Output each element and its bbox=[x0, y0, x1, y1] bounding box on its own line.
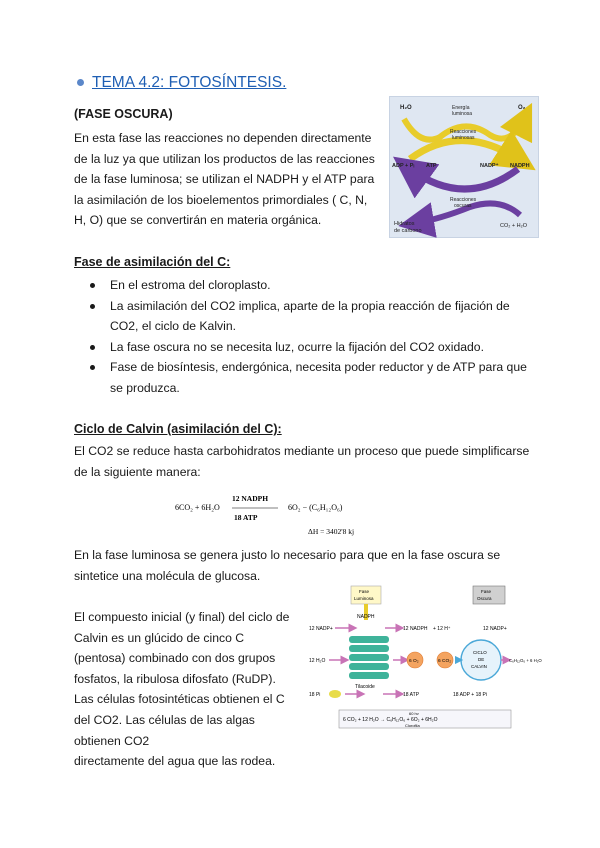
o2-label: 6 O₂ bbox=[409, 659, 419, 664]
equation-bottom: 18 ATP bbox=[234, 513, 258, 522]
ciclo-label: CICLO bbox=[473, 650, 487, 655]
nadph-top-label: NADPH bbox=[357, 614, 375, 620]
paragraph-line: del CO2. Las células de las algas bbox=[74, 712, 255, 727]
paragraph-line: Las células fotosintéticas obtienen el C bbox=[74, 692, 285, 707]
hidratos-label: de carbono bbox=[394, 228, 422, 234]
co2-h2o-label: CO₂ + H₂O bbox=[500, 223, 528, 229]
fase-oscura-label: Oscura bbox=[477, 596, 492, 601]
bullet-dot bbox=[90, 365, 95, 370]
list-item-text: La fase oscura no se necesita luz, ocurre la fijación del CO2 oxidado. bbox=[110, 339, 484, 354]
paragraph-line: de la fase luminosa; se utilizan el NADPH y el ATP para bbox=[74, 172, 375, 187]
equation-svg bbox=[170, 492, 380, 542]
paragraph-line: sintetice una molécula de glucosa. bbox=[74, 568, 261, 583]
list-item-text: se produzca. bbox=[110, 380, 180, 395]
calvin-diagram-svg bbox=[305, 584, 542, 734]
asimilacion-heading: Fase de asimilación del C: bbox=[74, 255, 231, 269]
ciclo-label: CALVIN bbox=[471, 664, 487, 669]
nadph-mid-label: 12 NADPH bbox=[403, 626, 428, 632]
nadp-left-label: 12 NADP+ bbox=[309, 626, 333, 632]
equation-top: 12 NADPH bbox=[232, 494, 269, 503]
bullet-dot bbox=[90, 283, 95, 288]
o2-label: O₂ bbox=[518, 105, 526, 111]
reacciones-oscuras-label: oscuras bbox=[454, 203, 472, 209]
list-item bbox=[110, 296, 530, 337]
h-plus-label: + 12 H⁺ bbox=[433, 626, 451, 632]
nadp-label: NADP⁺ bbox=[480, 163, 499, 169]
thylakoid-stack bbox=[349, 636, 389, 679]
list-item bbox=[110, 357, 530, 398]
luminosa-label: luminosa bbox=[452, 111, 473, 117]
atp-label: ATP bbox=[426, 163, 437, 169]
calvin-cycle-diagram bbox=[305, 584, 542, 734]
clorofila-label: Clorofila bbox=[405, 723, 420, 728]
paragraph-line: En la fase luminosa se genera justo lo necesario para que en la fase oscura se bbox=[74, 548, 501, 562]
atp-label: 18 ATP bbox=[403, 692, 420, 698]
luminosa-paragraph bbox=[74, 545, 554, 586]
fase-oscura-label: Fase bbox=[481, 589, 492, 594]
overall-equation: 6 CO₂ + 12 H₂O → C₆H₁₂O₆ + 6O₂ + 6H₂O bbox=[343, 717, 438, 723]
co2-label: 6 CO₂ bbox=[438, 659, 452, 664]
list-item bbox=[110, 275, 530, 296]
list-item-text: CO2, el ciclo de Kalvin. bbox=[110, 319, 236, 334]
reactions-diagram-svg bbox=[390, 97, 538, 237]
bullet-dot bbox=[77, 79, 84, 86]
glucose-label: C₆H₁₂O₆ + 6 H₂O bbox=[509, 658, 542, 663]
calvin-equation bbox=[170, 492, 380, 542]
paragraph-line: Calvin es un glúcido de cinco C bbox=[74, 630, 245, 645]
paragraph-line: H, O) que se convertirán en materia orgánica. bbox=[74, 213, 322, 228]
paragraph-line: de la luz ya que utilizan los productos de las reacciones bbox=[74, 151, 375, 166]
paragraph-line: En esta fase las reacciones no dependen directamente bbox=[74, 131, 372, 145]
list-item-text: En el estroma del cloroplasto. bbox=[110, 278, 271, 292]
tilacoide-label: Tilacoide bbox=[355, 684, 375, 690]
dark-return-arrow bbox=[410, 169, 518, 189]
atp-nadph-arrow bbox=[410, 141, 518, 160]
list-item bbox=[110, 337, 530, 358]
paragraph-line: directamente del agua que las rodea. bbox=[74, 754, 276, 769]
calvin-paragraph bbox=[74, 441, 554, 482]
equation-delta: ΔH = 3402'8 kj bbox=[308, 527, 355, 536]
adp-label: ADP + Pᵢ bbox=[392, 163, 415, 169]
bullet-dot bbox=[90, 345, 95, 350]
page-title bbox=[92, 74, 286, 92]
fase-oscura-heading: (FASE OSCURA) bbox=[74, 107, 173, 121]
pi-left-label: 18 Pi bbox=[309, 692, 321, 698]
hv-label: 60 hν bbox=[409, 711, 419, 716]
calvin-heading: Ciclo de Calvin (asimilación del C): bbox=[74, 422, 282, 436]
equation-right: 6O₂ − (C₆H₁₂O₆) bbox=[288, 503, 343, 512]
paragraph-line: (pentosa) combinado con dos grupos bbox=[74, 651, 276, 666]
paragraph-line: fosfatos, la ribulosa difosfato (RuDP). bbox=[74, 671, 276, 686]
nadph-label: NADPH bbox=[510, 163, 530, 169]
fase-luminosa-label: Luminosa bbox=[354, 596, 374, 601]
paragraph-line: obtienen CO2 bbox=[74, 733, 150, 748]
asimilacion-list bbox=[110, 275, 530, 399]
hidratos-label: Hidratos bbox=[394, 221, 415, 227]
list-item-text: La asimilación del CO2 implica, aparte de la propia reacción de fijación de bbox=[110, 298, 510, 313]
paragraph-line: de la siguiente manera: bbox=[74, 464, 201, 479]
ciclo-label: DE bbox=[478, 657, 485, 662]
pi-bubble bbox=[329, 690, 341, 698]
reacciones-luminosas-label: Reacciones bbox=[450, 129, 477, 135]
fase-luminosa-label: Fase bbox=[359, 589, 370, 594]
light-dark-reactions-diagram bbox=[389, 96, 539, 238]
paragraph-line: El CO2 se reduce hasta carbohidratos mediante un proceso que puede simplificarse bbox=[74, 444, 530, 458]
equation-left: 6CO₂ + 6H₂O bbox=[175, 503, 220, 512]
reacciones-luminosas-label: luminosas bbox=[452, 135, 475, 141]
h2o-label: H₂O bbox=[400, 105, 412, 111]
list-item-text: Fase de biosíntesis, endergónica, necesita poder reductor y de ATP para que bbox=[110, 360, 527, 375]
reacciones-oscuras-label: Reacciones bbox=[450, 197, 477, 203]
energia-label: Energía bbox=[452, 105, 470, 111]
compuesto-paragraph bbox=[74, 607, 299, 772]
adp-right-label: 18 ADP + 18 Pi bbox=[453, 692, 487, 698]
nadp-right-label: 12 NADP+ bbox=[483, 626, 507, 632]
bullet-dot bbox=[90, 304, 95, 309]
fase-oscura-paragraph bbox=[74, 128, 384, 231]
title-text: TEMA 4.2: FOTOSÍNTESIS. bbox=[92, 74, 287, 91]
h2o-label: 12 H₂O bbox=[309, 658, 326, 664]
paragraph-line: la asimilación de los bioelementos primordiales ( C, N, bbox=[74, 192, 368, 207]
paragraph-line: El compuesto inicial (y final) del ciclo de bbox=[74, 610, 290, 624]
